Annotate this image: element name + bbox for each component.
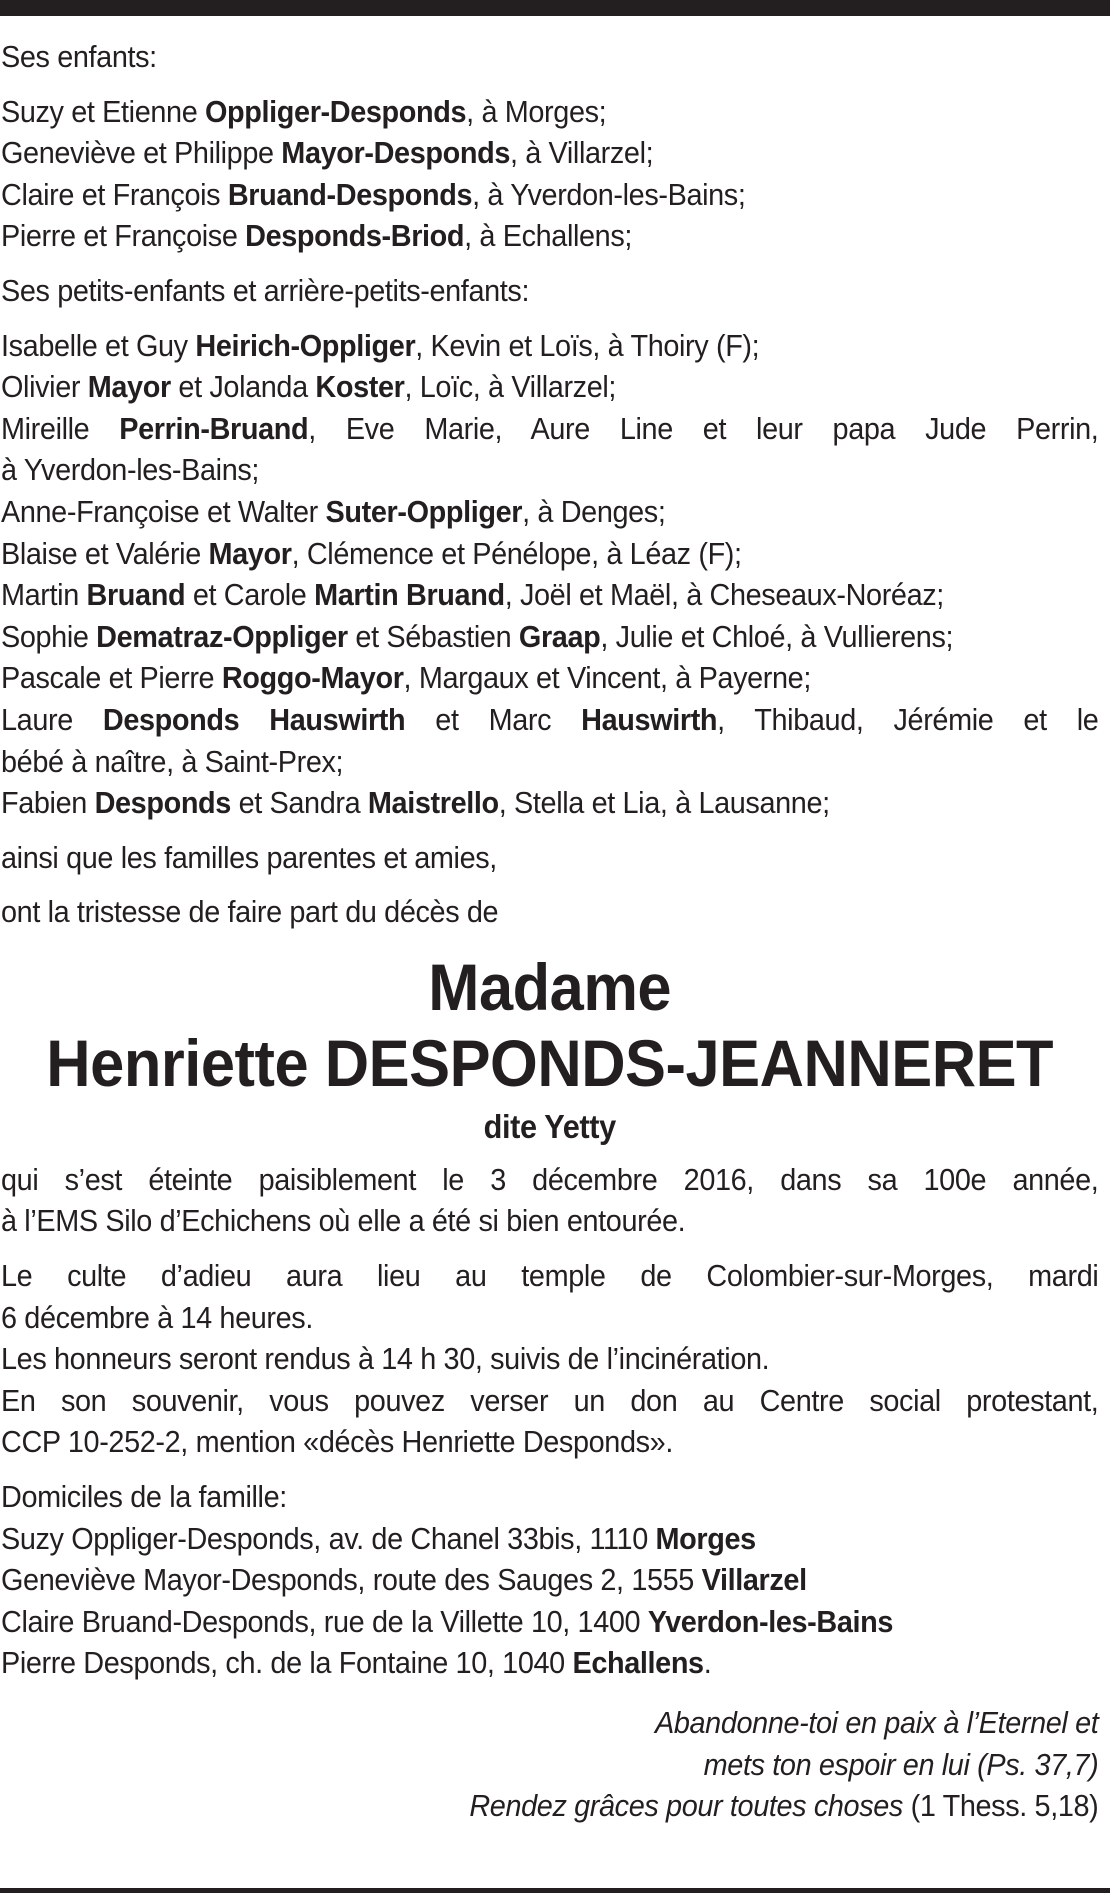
top-rule [0, 0, 1110, 16]
deceased-nickname: dite Yetty [483, 1107, 616, 1145]
domicile-line: Geneviève Mayor-Desponds, route des Sauges 2, 1555 Villarzel [1, 1562, 807, 1598]
child-line: Suzy et Etienne Oppliger-Desponds, à Morges; [1, 93, 607, 129]
grandchild-line: Pascale et Pierre Roggo-Mayor, Margaux et Vincent, à Payerne; [1, 660, 811, 696]
child-line: Geneviève et Philippe Mayor-Desponds, à Villarzel; [1, 135, 654, 171]
grandchild-line: Sophie Dematraz-Oppliger et Sébastien Graap, Julie et Chloé, à Vullierens; [1, 618, 954, 654]
domiciles-section [1, 1476, 1098, 1684]
grandchild-line: Laure Desponds Hauswirth et Marc Hauswirth, Thibaud, Jérémie et le [1, 701, 1099, 737]
children-list [1, 91, 1098, 257]
domicile-line: Pierre Desponds, ch. de la Fontaine 10, 1040 Echallens. [1, 1645, 712, 1681]
grandchildren-heading: Ses petits-enfants et arrière-petits-enfants: [1, 272, 530, 308]
deceased-name-block [1, 949, 1098, 1149]
child-line: Pierre et Françoise Desponds-Briod, à Echallens; [1, 218, 633, 254]
children-heading: Ses enfants: [1, 39, 157, 74]
child-line: Claire et François Bruand-Desponds, à Yverdon-les-Bains; [1, 176, 746, 212]
grandchildren-list [1, 325, 1098, 824]
grandchild-line-cont: bébé à naître, à Saint-Prex; [1, 743, 344, 779]
death-details: qui s’est éteinte paisiblement le 3 décembre 2016, dans sa 100e année, à l’EMS Silo d’Echichens où elle a été si bien entourée. [1, 1161, 1099, 1239]
grandchildren-section [1, 270, 1098, 312]
bottom-rule [0, 1888, 1110, 1893]
domiciles-heading: Domiciles de la famille: [1, 1479, 287, 1515]
deceased-title: Madame [428, 949, 672, 1024]
grandchild-line: Martin Bruand et Carole Martin Bruand, Joël et Maël, à Cheseaux-Noréaz; [1, 577, 944, 613]
service-details: Le culte d’adieu aura lieu au temple de Colombier-sur-Morges, mardi 6 décembre à 14 heures. Les honneurs seront rendus à 14 h 30, suivis de l’incinération. En son souvenir, vous pouvez verser un don au Centre social protestant, CCP 10-252-2, mention «décès Henriette Desponds». [1, 1258, 1099, 1460]
deceased-name: Henriette DESPONDS-JEANNERET [46, 1025, 1054, 1100]
grandchild-line: Isabelle et Guy Heirich-Oppliger, Kevin et Loïs, à Thoiry (F); [1, 327, 760, 363]
grandchild-line: Anne-Françoise et Walter Suter-Oppliger, à Denges; [1, 493, 666, 529]
grandchild-line-cont: à Yverdon-les-Bains; [1, 452, 260, 488]
obituary-notice [1, 36, 1098, 1827]
grandchild-line: Mireille Perrin-Bruand, Eve Marie, Aure Line et leur papa Jude Perrin, [1, 410, 1099, 446]
domicile-line: Claire Bruand-Desponds, rue de la Villette 10, 1400 Yverdon-les-Bains [1, 1603, 894, 1639]
families-line: ainsi que les familles parentes et amies, [1, 839, 497, 875]
announcement-line: ont la tristesse de faire part du décès de [1, 894, 499, 930]
grandchild-line: Blaise et Valérie Mayor, Clémence et Pénélope, à Léaz (F); [1, 535, 742, 571]
verse-quote: Abandonne-toi en paix à l’Eternel et mets ton espoir en lui (Ps. 37,7) Rendez grâces pour toutes choses (1 Thess. 5,18) [469, 1705, 1099, 1824]
grandchild-line: Olivier Mayor et Jolanda Koster, Loïc, à Villarzel; [1, 369, 617, 405]
domicile-line: Suzy Oppliger-Desponds, av. de Chanel 33bis, 1110 Morges [1, 1520, 756, 1556]
grandchild-line: Fabien Desponds et Sandra Maistrello, Stella et Lia, à Lausanne; [1, 785, 830, 821]
children-section [1, 36, 1098, 78]
